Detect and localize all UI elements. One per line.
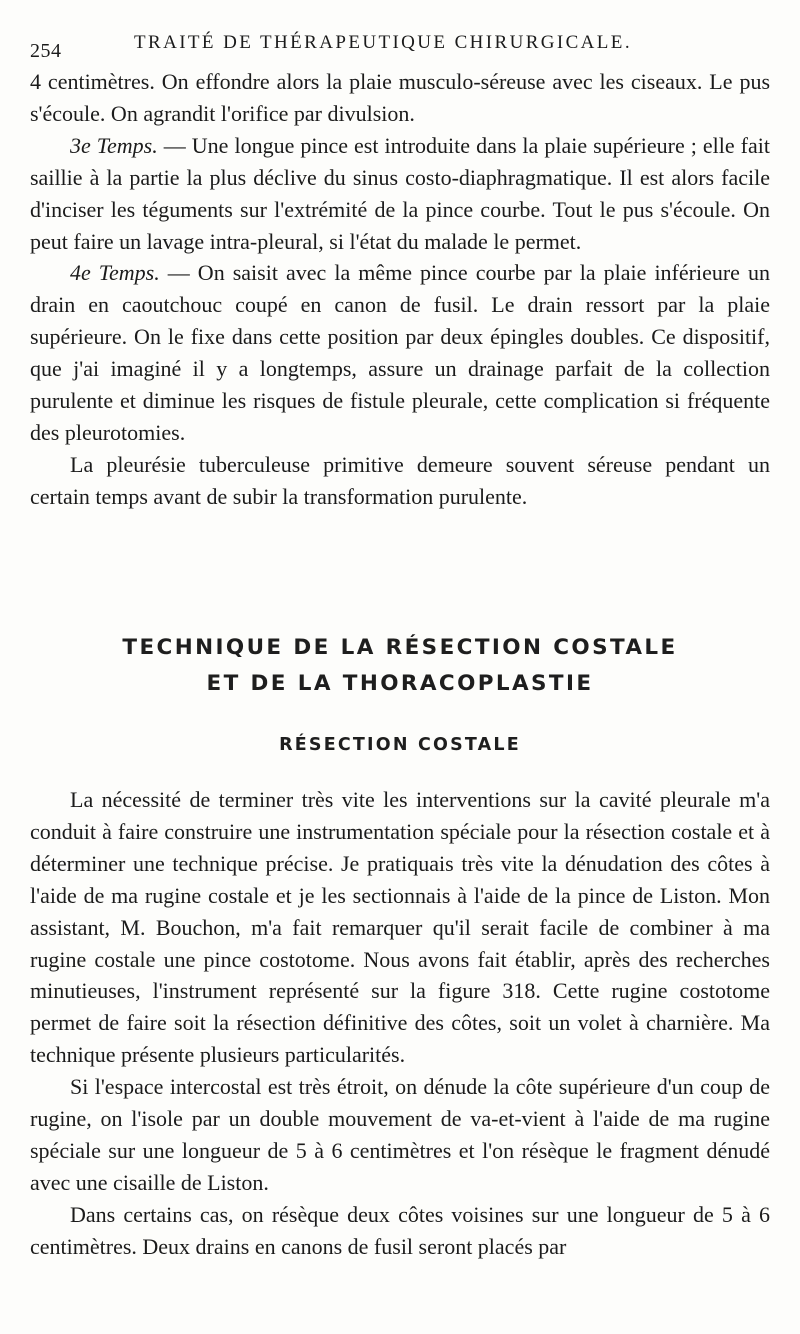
- paragraph-step-3: [30, 130, 770, 258]
- paragraph-text: — On saisit avec la même pince courbe par la plaie inférieure un drain en caoutchouc coupé en canon de fusil. Le drain ressort par la plaie supérieure. On le fixe dans cette position par deux épingles doubles. Ce dispositif, que j'ai imaginé il y a longtemps, assure un drainage parfait de la collection purulente et diminue les risques de fistule pleurale, cette complication si fréquente des pleurotomies.: [30, 260, 770, 445]
- section-title-line: ET DE LA THORACOPLASTIE: [206, 671, 594, 696]
- paragraph: [30, 66, 770, 130]
- running-head: [30, 26, 770, 62]
- paragraph-text: La nécessité de terminer très vite les interventions sur la cavité pleurale m'a conduit à faire construire une instrumentation spéciale pour la résection costale et à déterminer une technique précise. Je pratiquais très vite la dénudation des côtes à l'aide de ma rugine costale et je les sectionnais à l'aide de la pince de Liston. Mon assistant, M. Bouchon, m'a fait remarquer qu'il serait facile de combiner à ma rugine costale une pince costotome. Nous avons fait établir, après des recherches minutieuses, l'instrument représenté sur la figure 318. Cette rugine costotome permet de faire soit la résection définitive des côtes, soit un volet à charnière. Ma technique présente plusieurs particularités.: [30, 787, 770, 1068]
- paragraph-text: La pleurésie tuberculeuse primitive demeure souvent séreuse pendant un certain temps avant de subir la transformation purulente.: [30, 451, 770, 509]
- page-number: 254: [30, 40, 62, 62]
- step-label: 4e Temps.: [70, 260, 160, 286]
- paragraph-text: Si l'espace intercostal est très étroit, on dénude la côte supérieure d'un coup de rugine, on l'isole par un double mouvement de va-et-vient à l'aide de ma rugine spéciale sur une longueur de 5 à 6 centimètres et l'on résèque le fragment dénudé avec une cisaille de Liston.: [30, 1074, 770, 1195]
- running-title: TRAITÉ DE THÉRAPEUTIQUE CHIRURGICALE.: [134, 32, 632, 53]
- rib-resection-text: [30, 784, 770, 1263]
- paragraph-step-4: [30, 257, 770, 448]
- step-label: 3e Temps.: [70, 132, 158, 158]
- section-subtitle: RÉSECTION COSTALE: [279, 735, 521, 755]
- pleurotomy-text: [30, 66, 770, 513]
- paragraph-text: — Une longue pince est introduite dans la plaie supérieure ; elle fait saillie à la partie la plus déclive du sinus costo-diaphragmatique. Il est alors facile d'inciser les téguments sur l'extrémité de la pince courbe. Tout le pus s'écoule. On peut faire un lavage intra-pleural, si l'état du malade le permet.: [30, 132, 770, 254]
- paragraph: [30, 1199, 770, 1263]
- paragraph: [30, 1071, 770, 1199]
- paragraph-text: Dans certains cas, on résèque deux côtes voisines sur une longueur de 5 à 6 centimètres. Deux drains en canons de fusil seront placés par: [30, 1201, 770, 1259]
- section-title-line: TECHNIQUE DE LA RÉSECTION COSTALE: [122, 635, 678, 660]
- section-title: [30, 630, 770, 702]
- paragraph: [30, 784, 770, 1071]
- paragraph: [30, 449, 770, 513]
- paragraph-text: 4 centimètres. On effondre alors la plaie musculo-séreuse avec les ciseaux. Le pus s'écoule. On agrandit l'orifice par divulsion.: [30, 69, 770, 126]
